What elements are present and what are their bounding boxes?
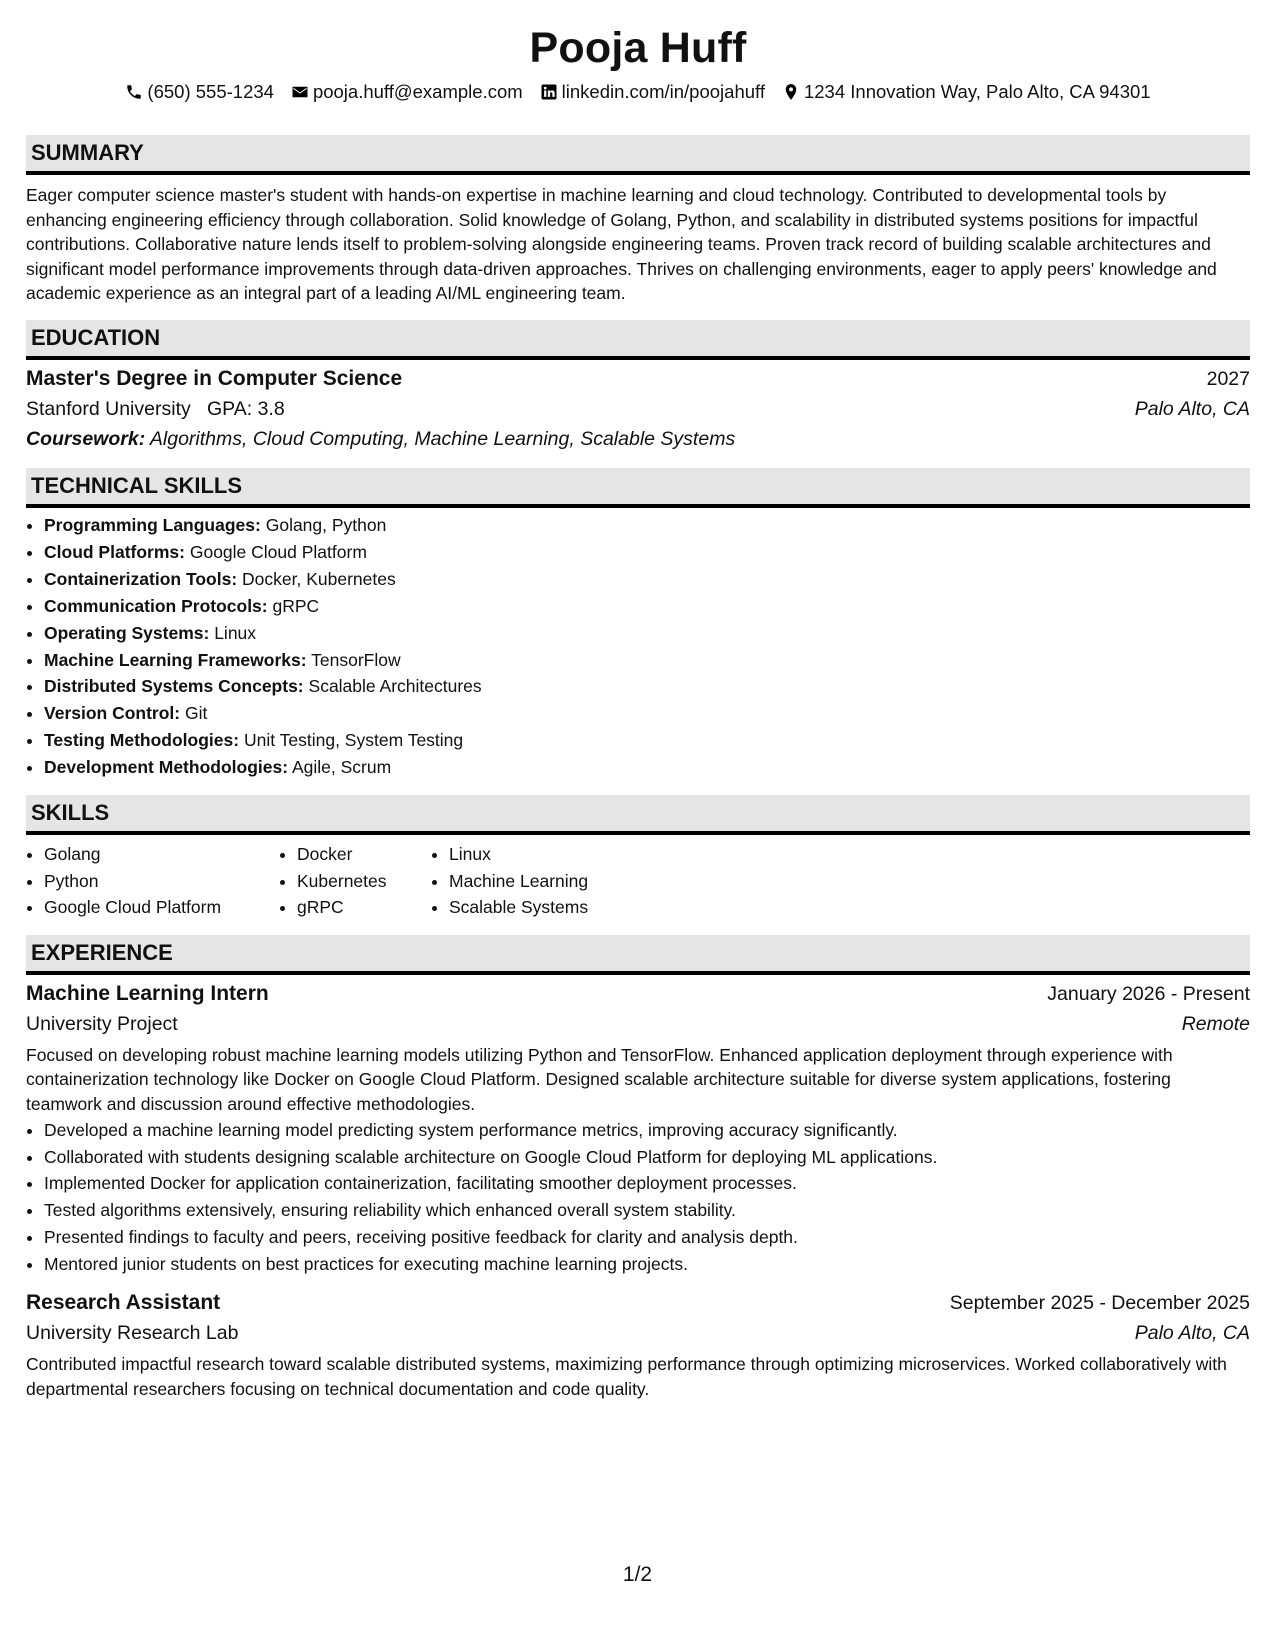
skill-label: Cloud Platforms:	[44, 541, 185, 562]
job-dates: January 2026 - Present	[1047, 982, 1250, 1005]
list-item	[44, 754, 1250, 781]
skill-value: Unit Testing, System Testing	[243, 730, 464, 751]
graduation-year: 2027	[1206, 367, 1250, 390]
job-title: Machine Learning Intern	[26, 981, 269, 1005]
list-item: • Tested algorithms extensively, ensuring reliability which enhanced overall system stability.	[44, 1197, 1250, 1224]
phone-text: (650) 555-1234	[147, 81, 274, 102]
list-item: • Golang	[44, 841, 261, 868]
list-item: • Kubernetes	[297, 868, 413, 895]
list-item	[44, 512, 1250, 539]
school-name: Stanford University	[26, 397, 191, 420]
list-item: • Docker	[297, 841, 413, 868]
list-item	[44, 539, 1250, 566]
list-item: • Implemented Docker for application containerization, facilitating smoother deployment processes.	[44, 1170, 1250, 1197]
list-item	[44, 593, 1250, 620]
coursework-label: Coursework:	[26, 427, 146, 450]
skill-value: Git	[185, 703, 208, 724]
candidate-name: Pooja Huff	[529, 24, 747, 72]
job-location: Remote	[1181, 1012, 1250, 1035]
page-number: 1/2	[622, 1563, 653, 1586]
contact-address	[782, 80, 1151, 104]
coursework	[26, 424, 1250, 454]
skill-label: Development Methodologies:	[44, 757, 289, 778]
linkedin-text: linkedin.com/in/poojahuff	[561, 81, 765, 102]
list-item: • Linux	[449, 841, 588, 868]
contact-phone[interactable]	[125, 80, 274, 104]
resume-page	[26, 0, 1250, 1401]
linkedin-icon	[540, 83, 558, 101]
section-heading: SUMMARY	[26, 135, 1250, 175]
skill-label: Programming Languages:	[44, 514, 261, 535]
job-org: University Research Lab	[26, 1322, 239, 1345]
job-title: Research Assistant	[26, 1291, 221, 1315]
technical-skills-section	[26, 468, 1250, 781]
map-marker-icon	[782, 83, 800, 101]
skill-value: Golang, Python	[265, 514, 387, 535]
skill-value: Linux	[214, 622, 257, 643]
skills-grid	[26, 841, 1250, 921]
gpa: GPA: 3.8	[207, 397, 285, 420]
job-description: Contributed impactful research toward scalable distributed systems, maximizing performance through optimizing microservices. Worked collaboratively with departmental researchers focusing on technical documentation and code quality.	[26, 1354, 1227, 1399]
job-description: Focused on developing robust machine learning models utilizing Python and TensorFlow. Enhanced application deployment through experience with containerization technology like Docker on Google Cloud Platform. Designed scalable architecture suitable for diverse system applications, fostering teamwork and discussion around effective methodologies.	[26, 1044, 1173, 1114]
skill-value: Docker, Kubernetes	[242, 568, 396, 589]
section-heading: TECHNICAL SKILLS	[26, 468, 1250, 508]
email-text: pooja.huff@example.com	[312, 81, 523, 102]
phone-icon	[125, 83, 143, 101]
list-item	[44, 700, 1250, 727]
list-item	[44, 673, 1250, 700]
contact-linkedin[interactable]	[540, 80, 765, 104]
skill-value: Google Cloud Platform	[189, 541, 367, 562]
address-text: 1234 Innovation Way, Palo Alto, CA 94301	[803, 81, 1151, 102]
skill-value: Agile, Scrum	[291, 757, 392, 778]
list-item: • Python	[44, 868, 261, 895]
skill-label: Machine Learning Frameworks:	[44, 649, 307, 670]
list-item: • Machine Learning	[449, 868, 588, 895]
list-item	[44, 647, 1250, 674]
skills-column	[26, 841, 261, 921]
job-org: University Project	[26, 1012, 178, 1035]
contact-email[interactable]	[291, 80, 523, 104]
skill-label: Containerization Tools:	[44, 568, 238, 589]
list-item: • Presented findings to faculty and peers, receiving positive feedback for clarity and analysis depth.	[44, 1224, 1250, 1251]
summary-text: Eager computer science master's student with hands-on expertise in machine learning and cloud technology. Contributed to developmental tools by enhancing engineering efficiency through collaboration. Solid knowledge of Golang, Python, and scalability in distributed systems positions for impactful contributions. Collaborative nature lends itself to problem-solving alongside engineering teams. Proven track record of building scalable architectures and significant model performance improvements through data-driven approaches. Thrives on challenging environments, eager to apply peers' knowledge and academic experience as an integral part of a leading AI/ML engineering team.	[26, 185, 1217, 304]
skill-label: Distributed Systems Concepts:	[44, 676, 304, 697]
list-item: • Collaborated with students designing scalable architecture on Google Cloud Platform for deploying ML applications.	[44, 1144, 1250, 1171]
list-item: • Scalable Systems	[449, 894, 588, 921]
job-location: Palo Alto, CA	[1134, 1322, 1250, 1345]
education-section	[26, 320, 1250, 454]
experience-section	[26, 935, 1250, 1401]
job-dates: September 2025 - December 2025	[949, 1292, 1250, 1315]
section-heading: EXPERIENCE	[26, 935, 1250, 975]
skill-label: Testing Methodologies:	[44, 730, 240, 751]
skill-label: Communication Protocols:	[44, 595, 268, 616]
skill-value: TensorFlow	[311, 649, 401, 670]
technical-skills-list	[26, 512, 1250, 781]
list-item: • Google Cloud Platform	[44, 894, 261, 921]
skill-value: Scalable Architectures	[308, 676, 482, 697]
list-item	[44, 620, 1250, 647]
section-heading: SKILLS	[26, 795, 1250, 835]
skills-column	[431, 841, 588, 921]
skill-value: gRPC	[272, 595, 320, 616]
skills-section	[26, 795, 1250, 921]
contact-bar	[26, 80, 1250, 104]
degree-title: Master's Degree in Computer Science	[26, 366, 403, 390]
skills-column	[279, 841, 413, 921]
list-item: • Developed a machine learning model predicting system performance metrics, improving accuracy significantly.	[44, 1117, 1250, 1144]
envelope-icon	[291, 83, 309, 101]
school-location: Palo Alto, CA	[1134, 397, 1250, 420]
skill-label: Version Control:	[44, 703, 181, 724]
job-bullets	[26, 1117, 1250, 1278]
job-entry	[26, 979, 1250, 1278]
list-item: • gRPC	[297, 894, 413, 921]
coursework-list: Algorithms, Cloud Computing, Machine Learning, Scalable Systems	[149, 427, 736, 450]
list-item	[44, 727, 1250, 754]
skill-label: Operating Systems:	[44, 622, 210, 643]
list-item: • Mentored junior students on best practices for executing machine learning projects.	[44, 1251, 1250, 1278]
list-item	[44, 566, 1250, 593]
job-entry	[26, 1288, 1250, 1401]
section-heading: EDUCATION	[26, 320, 1250, 360]
summary-section	[26, 135, 1250, 306]
